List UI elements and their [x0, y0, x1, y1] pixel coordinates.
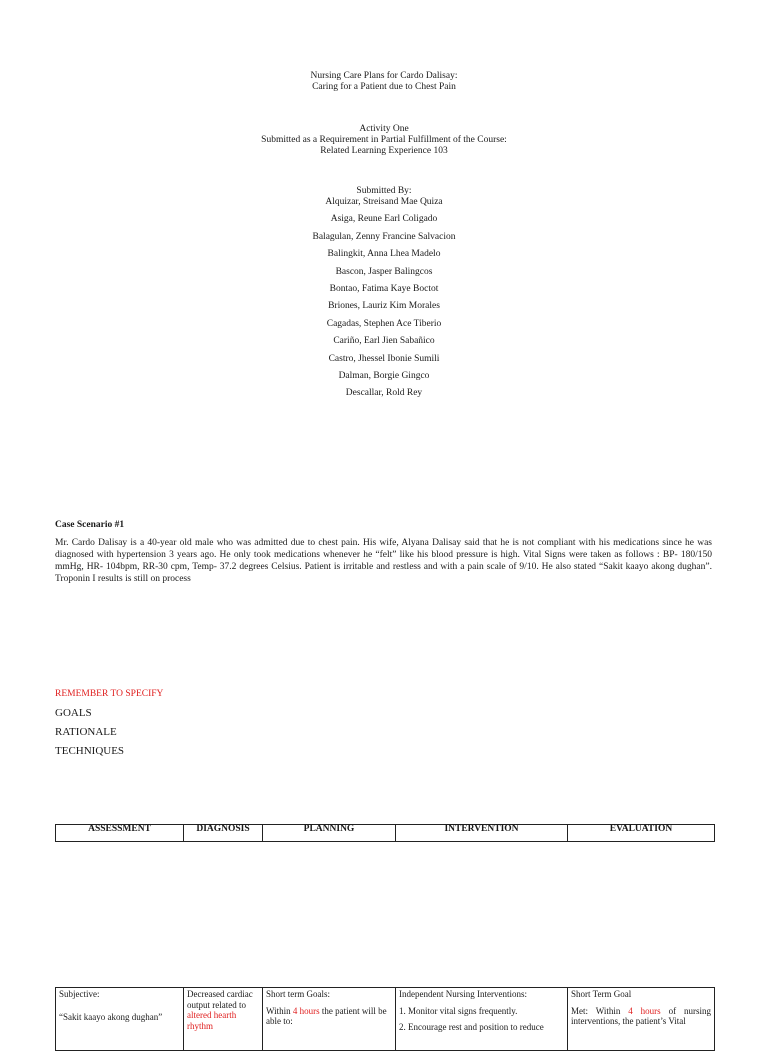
- author-name: Cariño, Earl Jien Sabañico: [333, 336, 435, 347]
- reminder-rationale: RATIONALE: [55, 726, 117, 738]
- author-name: Dalman, Borgie Gingco: [338, 370, 430, 381]
- author-name: Bontao, Fatima Kaye Boctot: [329, 283, 439, 294]
- reminder-goals: GOALS: [55, 707, 92, 719]
- planning-within: Within: [266, 1005, 291, 1016]
- document-title: [0, 71, 768, 93]
- author-name: Descallar, Rold Rey: [345, 388, 423, 399]
- submitted-by-label: Submitted By:: [356, 186, 412, 196]
- reminder-label: REMEMBER TO SPECIFY: [55, 689, 164, 699]
- author-name: Cagadas, Stephen Ace Tiberio: [326, 318, 442, 329]
- title-line-2: Caring for a Patient due to Chest Pain: [312, 82, 456, 92]
- cell-intervention: [396, 988, 568, 1051]
- evaluation-met: Met: Within: [571, 1005, 621, 1016]
- diagnosis-text: Decreased cardiac output related to: [187, 989, 253, 1010]
- planning-rest: the patient will be able to:: [266, 1005, 387, 1026]
- evaluation-label: Short Term Goal: [571, 989, 632, 999]
- intervention-item-1: 1. Monitor vital signs frequently.: [399, 1005, 518, 1016]
- assessment-text: “Sakit kaayo akong dughan”: [59, 1011, 163, 1022]
- assessment-label: Subjective:: [59, 989, 100, 999]
- author-name: Bascon, Jasper Balingcos: [335, 266, 433, 277]
- activity-line-3: Related Learning Experience 103: [320, 146, 448, 156]
- planning-hours: 4 hours: [292, 1005, 320, 1016]
- intervention-item-2: 2. Encourage rest and position to reduce: [399, 1022, 544, 1032]
- author-name: Asiga, Reune Earl Coligado: [330, 214, 438, 225]
- planning-label: Short term Goals:: [266, 989, 330, 999]
- author-name: Castro, Jhessel Ibonie Sumili: [328, 353, 440, 364]
- cell-diagnosis: [184, 988, 263, 1051]
- activity-line-2: Submitted as a Requirement in Partial Fulfillment of the Course:: [261, 135, 507, 145]
- care-plan-body-table: [55, 987, 715, 1051]
- author-name: Alquizar, Streisand Mae Quiza: [325, 197, 443, 207]
- author-name: Balingkit, Anna Lhea Madelo: [327, 249, 441, 260]
- header-planning: PLANNING: [263, 825, 396, 842]
- case-scenario-title: Case Scenario #1: [55, 520, 125, 530]
- cell-planning: [263, 988, 396, 1051]
- title-line-1: Nursing Care Plans for Cardo Dalisay:: [310, 71, 458, 81]
- intervention-label: Independent Nursing Interventions:: [399, 989, 527, 999]
- cell-assessment: [56, 988, 184, 1051]
- cell-evaluation: [568, 988, 715, 1051]
- reminder-techniques: TECHNIQUES: [55, 745, 125, 757]
- diagnosis-highlight: altered hearth rhythm: [187, 1010, 237, 1031]
- activity-block: [0, 124, 768, 157]
- header-evaluation: EVALUATION: [568, 825, 715, 842]
- care-plan-header-table: [55, 824, 715, 842]
- activity-line-1: Activity One: [359, 124, 409, 134]
- evaluation-hours: 4 hours: [628, 1005, 661, 1016]
- author-name: Briones, Lauriz Kim Morales: [328, 301, 440, 312]
- header-assessment: ASSESSMENT: [56, 825, 184, 842]
- submitted-by-block: [0, 186, 768, 406]
- header-diagnosis: DIAGNOSIS: [184, 825, 263, 842]
- author-name: Balagulan, Zenny Francine Salvacion: [312, 231, 456, 242]
- case-scenario-text: Mr. Cardo Dalisay is a 40-year old male who was admitted due to chest pain. His wife, Alyana Dalisay said that he is not compliant with his medications since he was diagnosed with hypertension 3 years ago. He only took medications whenever he “felt” like his blood pressure is high. Vital Signs were taken as follows : BP- 180/150 mmHg, HR- 104bpm, RR-30 cpm, Temp- 37.2 degrees Celsius. Patient is irritable and restless and with a pain scale of 9/10. He also stated “Sakit kaayo akong dughan”. Troponin I results is still on process: [55, 538, 712, 584]
- header-intervention: INTERVENTION: [396, 825, 568, 842]
- evaluation-rest: of nursing interventions, the patient’s Vital: [571, 1005, 711, 1026]
